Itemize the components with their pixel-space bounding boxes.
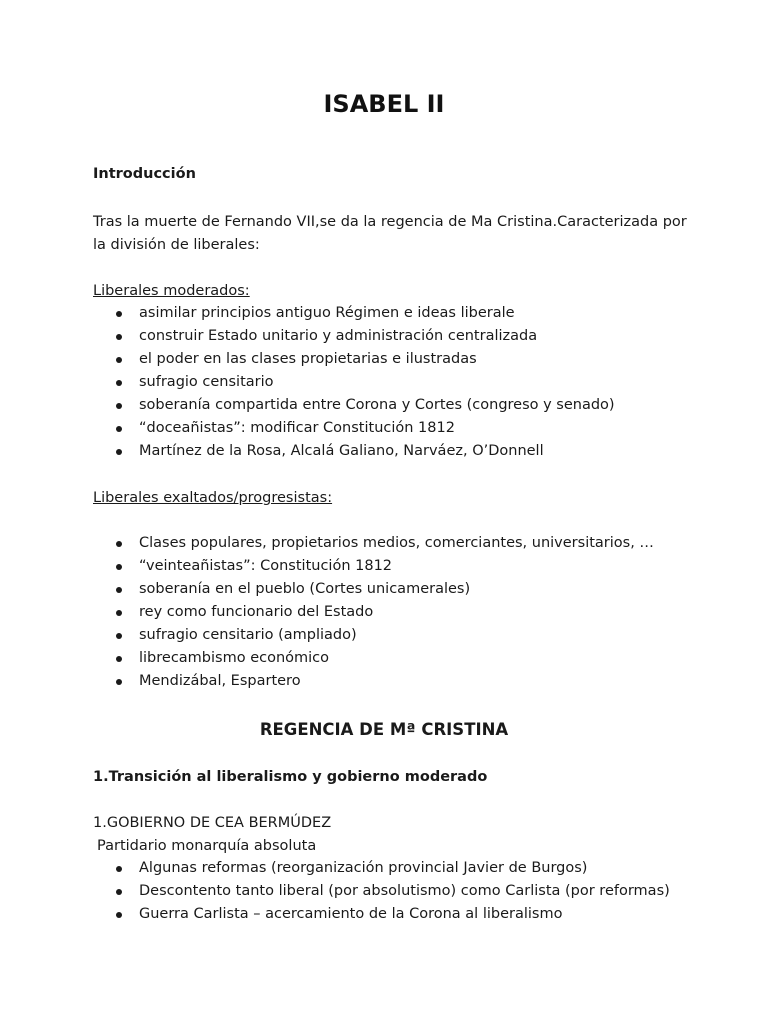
list-item (93, 601, 654, 624)
regencia-title: REGENCIA DE Mª CRISTINA (259, 720, 509, 739)
bullet-icon (116, 380, 122, 386)
list-item (93, 348, 615, 371)
bullet-icon (116, 587, 122, 593)
list-item (93, 670, 654, 693)
bullet-icon (116, 866, 122, 872)
list-item-text: soberanía en el pueblo (Cortes unicamerales) (139, 581, 471, 597)
government-description: Partidario monarquía absoluta (97, 838, 317, 854)
list-item-text: “doceañistas”: modificar Constitución 1812 (139, 420, 455, 436)
bullet-icon (116, 403, 122, 409)
list-item (93, 624, 654, 647)
list-item-text: “veinteañistas”: Constitución 1812 (139, 558, 393, 574)
list-item-text: sufragio censitario (139, 374, 274, 390)
list-item (93, 555, 654, 578)
moderados-list (93, 302, 615, 463)
list-item (93, 647, 654, 670)
list-item (93, 394, 615, 417)
list-item (93, 857, 670, 880)
bullet-icon (116, 564, 122, 570)
bullet-icon (116, 334, 122, 340)
list-item-text: rey como funcionario del Estado (139, 604, 374, 620)
transition-heading: 1.Transición al liberalismo y gobierno moderado (93, 769, 488, 785)
bullet-icon (116, 311, 122, 317)
list-item (93, 578, 654, 601)
list-item-text: Martínez de la Rosa, Alcalá Galiano, Narváez, O’Donnell (139, 443, 544, 459)
list-item (93, 903, 670, 926)
list-item-text: soberanía compartida entre Corona y Cortes (congreso y senado) (139, 397, 615, 413)
list-item-text: librecambismo económico (139, 650, 330, 666)
document-title: ISABEL II (323, 90, 445, 118)
bullet-icon (116, 541, 122, 547)
bullet-icon (116, 633, 122, 639)
list-item (93, 880, 670, 903)
list-item-text: Mendizábal, Espartero (139, 673, 301, 689)
exaltados-list (93, 532, 654, 693)
intro-paragraph: Tras la muerte de Fernando VII,se da la regencia de Ma Cristina.Caracterizada por la división de liberales: (93, 214, 687, 253)
list-item-text: sufragio censitario (ampliado) (139, 627, 357, 643)
list-item-text: Clases populares, propietarios medios, comerciantes, universitarios, … (139, 535, 654, 551)
list-item-text: Guerra Carlista – acercamiento de la Corona al liberalismo (139, 906, 563, 922)
bullet-icon (116, 889, 122, 895)
government-title: 1.GOBIERNO DE CEA BERMÚDEZ (93, 815, 332, 831)
list-item (93, 417, 615, 440)
list-item (93, 371, 615, 394)
exaltados-heading: Liberales exaltados/progresistas: (93, 490, 333, 506)
list-item-text: construir Estado unitario y administración centralizada (139, 328, 538, 344)
bullet-icon (116, 357, 122, 363)
list-item-text: asimilar principios antiguo Régimen e ideas liberale (139, 305, 515, 321)
list-item-text: Descontento tanto liberal (por absolutismo) como Carlista (por reformas) (139, 883, 670, 899)
list-item (93, 532, 654, 555)
bullet-icon (116, 679, 122, 685)
regencia-list (93, 857, 670, 926)
moderados-heading: Liberales moderados: (93, 283, 250, 299)
list-item (93, 325, 615, 348)
list-item (93, 302, 615, 325)
intro-heading: Introducción (93, 166, 196, 182)
bullet-icon (116, 426, 122, 432)
list-item-text: Algunas reformas (reorganización provincial Javier de Burgos) (139, 860, 588, 876)
bullet-icon (116, 656, 122, 662)
bullet-icon (116, 912, 122, 918)
bullet-icon (116, 610, 122, 616)
bullet-icon (116, 449, 122, 455)
list-item-text: el poder en las clases propietarias e ilustradas (139, 351, 477, 367)
list-item (93, 440, 615, 463)
